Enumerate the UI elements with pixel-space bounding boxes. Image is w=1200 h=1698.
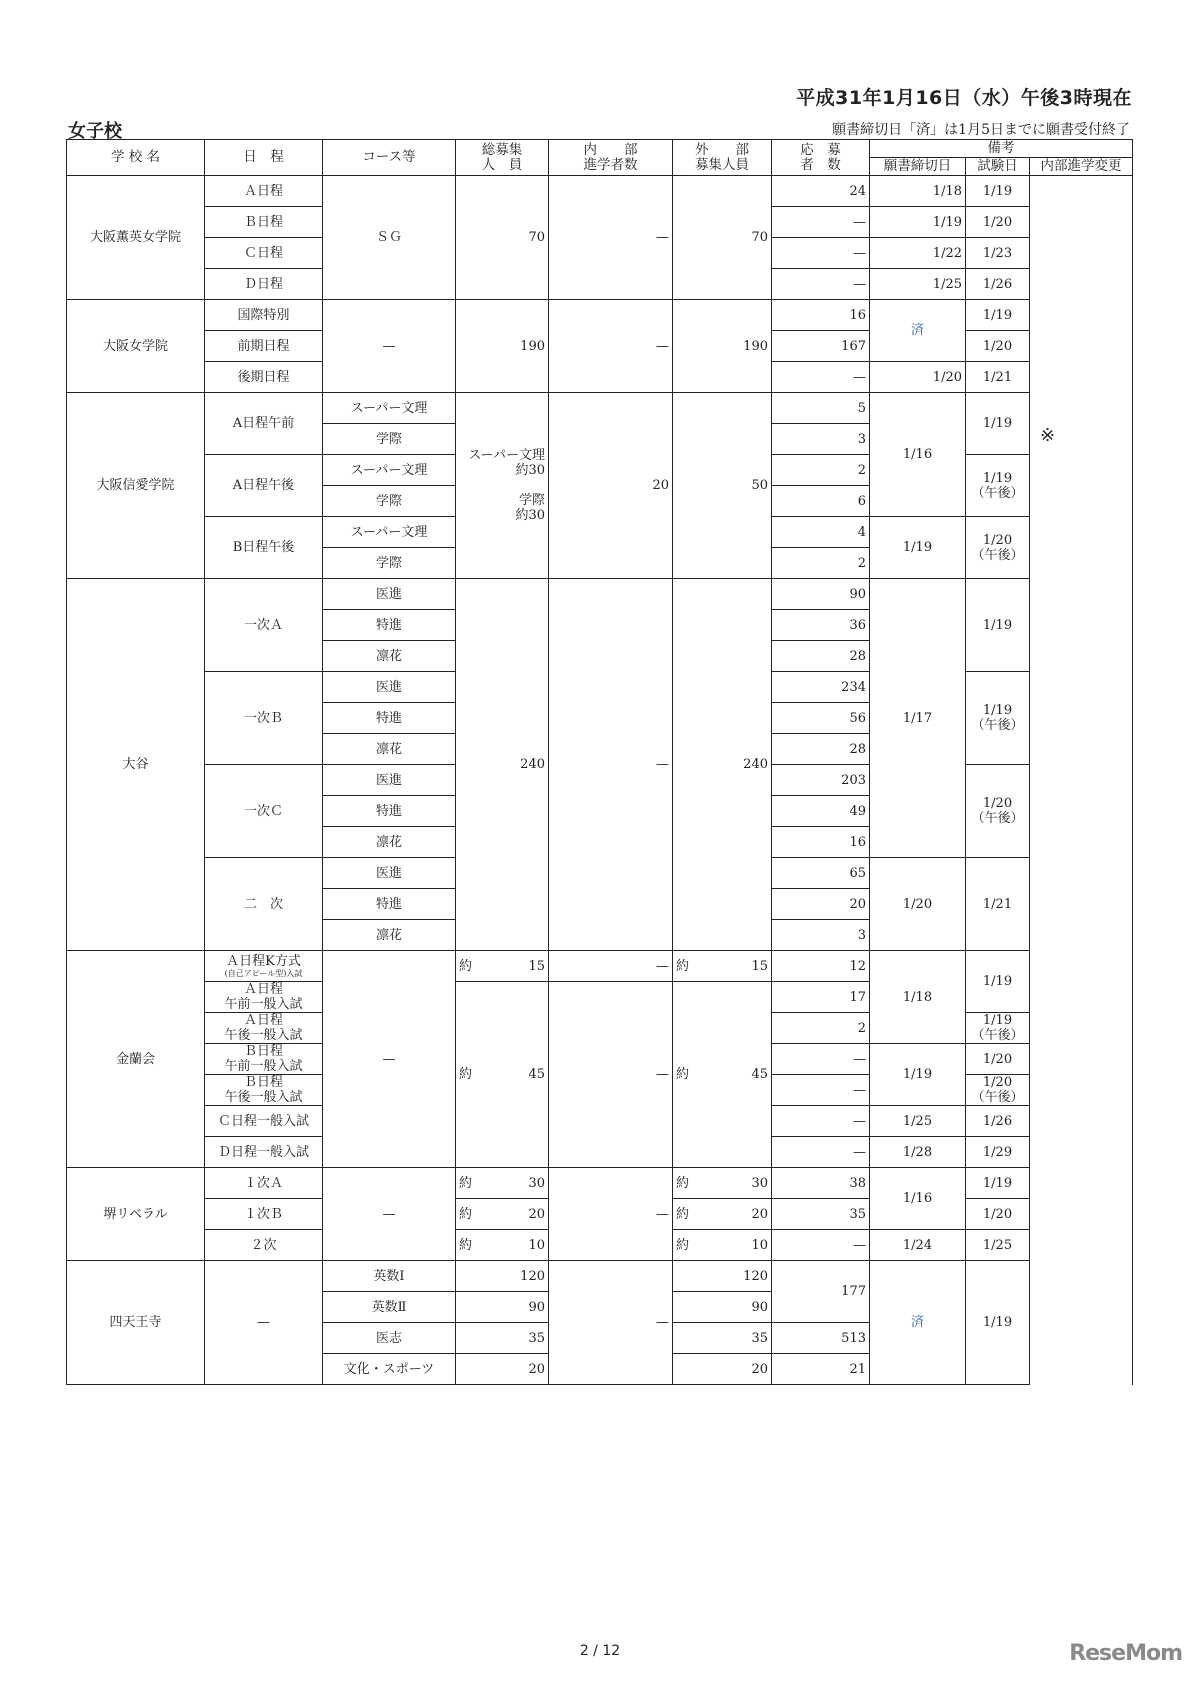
col-exam-date: 試験日 (966, 158, 1030, 176)
table-row: 大阪薫英女学院 Ａ日程 ＳＧ 70 — 70 24 1/18 1/19 (67, 176, 1133, 207)
section-title: 女子校 (68, 121, 122, 142)
school-name: 大阪女学院 (67, 300, 205, 393)
table-row: 学際 6 (67, 486, 1133, 517)
table-row: Ａ日程 午前一般入試 約 45 — 約 45 17 (67, 982, 1133, 1013)
table-row: B日程午後 スーパー文理 4 1/19 1/20 （午後） (67, 517, 1133, 548)
table-row: 二 次 医進 65 1/20 1/21 (67, 858, 1133, 889)
table-row: 凛花 28 (67, 734, 1133, 765)
table-row: 文化・スポーツ 20 20 21 (67, 1354, 1133, 1385)
deadline-done-badge: 済 (870, 1261, 966, 1385)
col-applicants: 応 募 者 数 (772, 140, 870, 176)
school-name: 大谷 (67, 579, 205, 951)
table-row: Ｃ日程一般入試 — 1/25 1/26 (67, 1106, 1133, 1137)
table-row: 特進 56 (67, 703, 1133, 734)
table-row: 四天王寺 — 英数Ⅰ 120 — 120 177 済 1/19 (67, 1261, 1133, 1292)
resemom-logo: ReseMom (1069, 1641, 1182, 1666)
col-remarks: 備考 (870, 140, 1133, 158)
table-row: 学際 2 (67, 548, 1133, 579)
table-row: 堺リベラル １次Ａ — 約 30 — 約 30 38 1/16 1/19 (67, 1168, 1133, 1199)
school-name: 金蘭会 (67, 951, 205, 1168)
table-row: 学際 3 (67, 424, 1133, 455)
table-row: Ｄ日程 — 1/25 1/26 (67, 269, 1133, 300)
table-row: １次Ｂ 約 20 約 20 35 1/20 (67, 1199, 1133, 1230)
table-row: 特進 36 (67, 610, 1133, 641)
table-row: Ｂ日程 — 1/19 1/20 (67, 207, 1133, 238)
col-course: コース等 (323, 140, 456, 176)
table-row: 凛花 28 (67, 641, 1133, 672)
table-row: Ａ日程 午後一般入試 2 1/19 （午後） (67, 1013, 1133, 1044)
as-of-timestamp: 平成31年1月16日（水）午後3時現在 (796, 87, 1132, 109)
table-row: 一次Ｂ 医進 234 1/19 （午後） (67, 672, 1133, 703)
page-number: 2 / 12 (579, 1643, 621, 1659)
school-name: 四天王寺 (67, 1261, 205, 1385)
school-name: 大阪信愛学院 (67, 393, 205, 579)
col-total: 総募集 人 員 (456, 140, 549, 176)
col-internal-change: 内部進学変更 (1030, 158, 1133, 176)
table-row: 前期日程 167 1/20 (67, 331, 1133, 362)
table-row: A日程午後 スーパー文理 2 1/19 （午後） (67, 455, 1133, 486)
table-row: 凛花 16 (67, 827, 1133, 858)
table-row: Ｃ日程 — 1/22 1/23 (67, 238, 1133, 269)
table-row: Ｄ日程一般入試 — 1/28 1/29 (67, 1137, 1133, 1168)
school-name: 大阪薫英女学院 (67, 176, 205, 300)
header-row (67, 140, 1133, 158)
table-row: 医志 35 35 513 (67, 1323, 1133, 1354)
col-external: 外 部 募集人員 (673, 140, 772, 176)
table-row: 一次Ｃ 医進 203 1/20 （午後） (67, 765, 1133, 796)
asterisk-mark: ※ (1040, 425, 1056, 446)
col-deadline: 願書締切日 (870, 158, 966, 176)
internal-change-cell (1030, 176, 1133, 1385)
table-row: 大阪信愛学院 A日程午前 スーパー文理 スーパー文理 約30 学際 約30 20 50 5 1/16 1/19 (67, 393, 1133, 424)
table-row: 金蘭会 Ａ日程K方式 (自己アピール型)入試 — 約 15 — 約 15 12 1/18 1/19 (67, 951, 1133, 982)
table-row: 特進 20 (67, 889, 1133, 920)
table-row: 後期日程 — 1/20 1/21 (67, 362, 1133, 393)
table-row: Ｂ日程 午前一般入試 — 1/19 1/20 (67, 1044, 1133, 1075)
col-internal: 内 部 進学者数 (549, 140, 673, 176)
col-schedule: 日 程 (205, 140, 323, 176)
table-row: 英数Ⅱ 90 90 (67, 1292, 1133, 1323)
school-name: 堺リベラル (67, 1168, 205, 1261)
deadline-note: 願書締切日「済」は1月5日までに願書受付終了 (832, 122, 1130, 138)
table-row: 大谷 一次Ａ 医進 240 — 240 90 1/17 1/19 (67, 579, 1133, 610)
table-row: 特進 49 (67, 796, 1133, 827)
col-school: 学 校 名 (67, 140, 205, 176)
admissions-table (66, 139, 1133, 1385)
table-row: 凛花 3 (67, 920, 1133, 951)
table-row: Ｂ日程 午後一般入試 — 1/20 （午後） (67, 1075, 1133, 1106)
table-row: 大阪女学院 国際特別 — 190 — 190 16 済 1/19 (67, 300, 1133, 331)
deadline-done-badge: 済 (870, 300, 966, 362)
table-row: ２次 約 10 約 10 — 1/24 1/25 (67, 1230, 1133, 1261)
